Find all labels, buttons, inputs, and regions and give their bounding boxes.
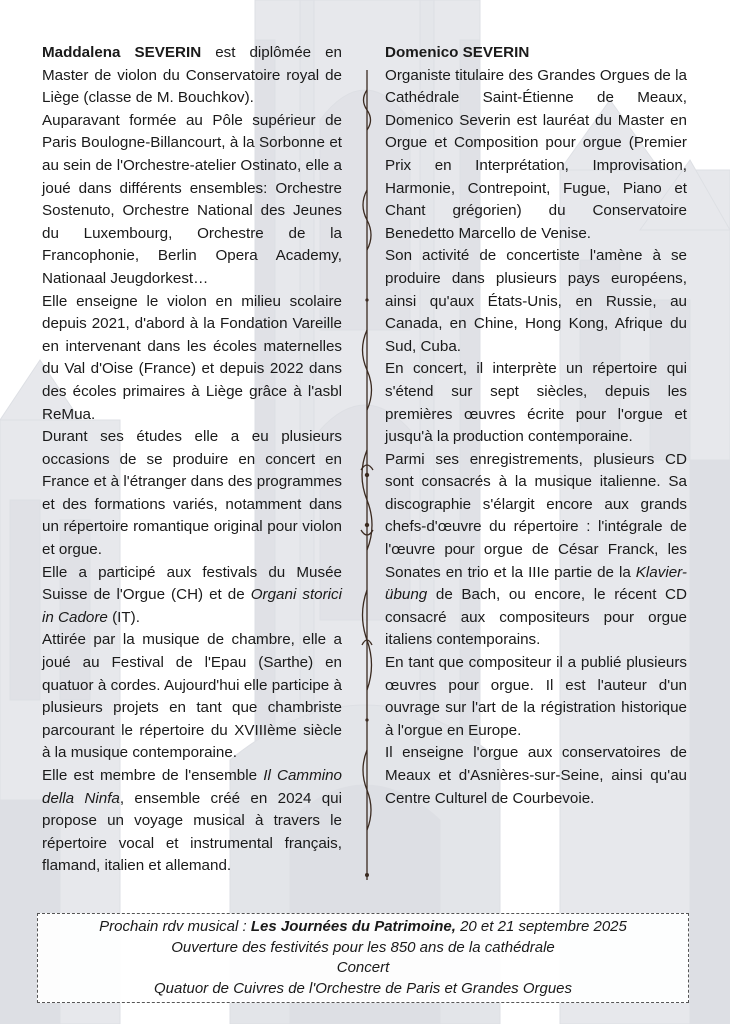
- domenico-intro: Organiste titulaire des Grandes Orgues de la Cathédrale Saint-Étienne de Meaux, Domenico Severin est lauréat du Master en Orgue et Composition pour orgue (Premier Prix en Interprétation, Improvisation, Harmonie, Contrepoint, Fugue, Piano et Chant grégorien) du Conservatoire Benedetto Marcello de Venise.: [385, 66, 687, 242]
- next-event-box: [37, 913, 689, 1003]
- domenico-career: Son activité de concertiste l'amène à se produire dans plusieurs pays européens, ainsi qu'aux États-Unis, en Russie, au Canada, en Chine, Hong Kong, Afrique du Sud, Cuba.: [385, 247, 687, 355]
- domenico-recordings: Parmi ses enregistrements, plusieurs CD sont consacrés à la musique italienne. Sa discographie s'élargit encore aux grands chefs-d'œuvre du répertoire : l'intégrale de l'œuvre pour orgue de César Franck, les Sonates en trio et la IIIe partie de la Klavier-übung de Bach, ou encore, le récent CD consacré aux compositeurs pour orgue italiens contemporains.: [385, 450, 687, 649]
- maddalena-teaching: Elle enseigne le violon en milieu scolaire depuis 2021, d'abord à la Fondation Vareille en intervenant dans les écoles maternelles du Val d'Oise (France) et depuis 2022 dans des écoles primaires à Liège grâce à l'asbl ReMua.: [42, 292, 342, 423]
- maddalena-intro: Maddalena SEVERIN est diplômée en Master de violon du Conservatoire royal de Liège (classe de M. Bouchkov).: [42, 44, 342, 107]
- ornamental-divider: [356, 70, 378, 880]
- maddalena-training: Auparavant formée au Pôle supérieur de Paris Boulogne-Billancourt, à la Sorbonne et au sein de l'Orchestre-atelier Ostinato, elle a joué dans différents ensembles: Orchestre Sostenuto, Orchestre National des Jeunes du Luxembourg, Orchestre de la Francophonie, Berlin Opera Academy, Nationaal Jeugdorkest…: [42, 111, 342, 287]
- maddalena-festivals: Elle a participé aux festivals du Musée Suisse de l'Orgue (CH) et de Organi storici in Cadore (IT).: [42, 563, 343, 626]
- maddalena-ensemble: Elle est membre de l'ensemble Il Cammino della Ninfa, ensemble créé en 2024 qui propose un voyage musical à travers le répertoire vocal et instrumental français, flamand, italien et allemand.: [42, 767, 342, 875]
- maddalena-name: Maddalena SEVERIN: [42, 44, 202, 61]
- event-type: Concert: [336, 959, 390, 976]
- domenico-name: Domenico SEVERIN: [385, 44, 530, 61]
- left-column: [42, 42, 342, 878]
- right-column: [385, 42, 687, 810]
- maddalena-chamber: Attirée par la musique de chambre, elle a joué au Festival de l'Epau (Sarthe) en quatuor à cordes. Aujourd'hui elle participe à plusieurs projets en tant que chambriste parcourant le répertoire du XVIIIème siècle à la musique contemporaine.: [42, 631, 342, 762]
- domenico-composer: En tant que compositeur il a publié plusieurs œuvres pour orgue. Il est l'auteur d'un ouvrage sur l'art de la régistration historique à l'orgue en Europe.: [385, 654, 687, 739]
- next-event-line: Prochain rdv musical : Les Journées du Patrimoine, 20 et 21 septembre 2025: [99, 918, 627, 935]
- domenico-teaching: Il enseigne l'orgue aux conservatoires de Meaux et d'Asnières-sur-Seine, ainsi qu'au Centre Culturel de Courbevoie.: [385, 744, 687, 807]
- domenico-repertoire: En concert, il interprète un répertoire qui s'étend sur sept siècles, depuis les premières œuvres écrite pour l'orgue et jusqu'à la production contemporaine.: [385, 360, 687, 446]
- event-performers: Quatuor de Cuivres de l'Orchestre de Paris et Grandes Orgues: [153, 979, 573, 997]
- event-subtitle: Ouverture des festivités pour les 850 ans de la cathédrale: [171, 938, 555, 956]
- maddalena-concerts: Durant ses études elle a eu plusieurs occasions de se produire en concert en France et à l'étranger dans des programmes et des formations variés, notamment dans un répertoire romantique original pour violon et orgue.: [42, 428, 342, 559]
